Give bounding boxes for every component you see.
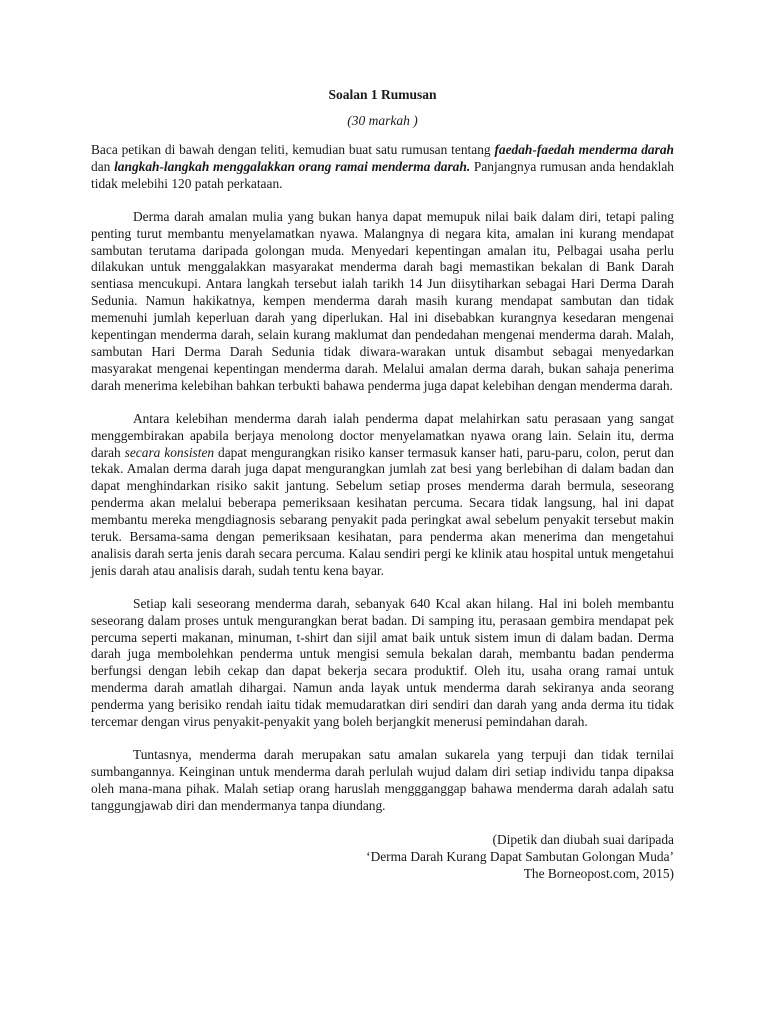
passage-paragraph-4: Tuntasnya, menderma darah merupakan satu amalan sukarela yang terpuji dan tidak ternilai sumbangannya. Keinginan untuk menderma darah perlulah wujud dalam diri setiap individu tanpa dipaksa oleh mana-mana pihak. Malah setiap orang haruslah menggganggap bahawa menderma darah adalah satu tanggungjawab diri dan mendermanya tanpa diundang. <box>91 747 674 813</box>
passage-paragraph-2 <box>91 411 674 580</box>
document-content <box>91 86 674 882</box>
paragraph-2-text-b: dapat mengurangkan risiko kanser termasuk kanser hati, paru-paru, colon, perut dan tekak. Amalan derma darah juga dapat mengurangkan jumlah zat besi yang berlebihan di dalam badan dan dapat menghindarkan risiko sakit jantung. Sebelum setiap proses menderma darah bermula, seseorang penderma akan melalui beberapa pemeriksaan kesihatan percuma. Secara tidak langsung, hal ini dapat membantu mereka mengdiagnosis sebarang penyakit pada peringkat awal sebelum penyakit tersebut makin teruk. Bersama-sama dengan pemeriksaan kesihatan, para penderma akan menerima dan mengetahui analisis darah serta jenis darah secara percuma. Kalau sendiri pergi ke klinik atau hospital untuk mengetahui jenis darah atau analisis darah, sudah tentu kena bayar. <box>91 444 674 578</box>
instruction-text-2: dan <box>91 158 115 174</box>
marks-label: (30 markah ) <box>347 113 418 128</box>
instruction-topic-2: langkah-langkah menggalakkan orang ramai menderma darah. <box>114 158 471 174</box>
instruction-text-1: Baca petikan di bawah dengan teliti, kemudian buat satu rumusan tentang <box>91 142 495 157</box>
source-line-2: ‘Derma Darah Kurang Dapat Sambutan Golongan Muda’ <box>366 848 674 864</box>
source-line-1: (Dipetik dan diubah suai daripada <box>492 831 674 847</box>
paragraph-2-text-a: Antara kelebihan menderma darah ialah penderma dapat melahirkan satu perasaan yang sangat menggembirakan apabila berjaya menolong doctor menyelamatkan nyawa orang lain. Selain itu, derma darah <box>91 410 674 460</box>
instruction-text-3: Panjangnya rumusan anda hendaklah tidak melebihi 120 patah perkataan. <box>91 158 674 191</box>
passage-paragraph-1: Derma darah amalan mulia yang bukan hanya dapat memupuk nilai baik dalam diri, tetapi paling penting turut membantu menyelamatkan nyawa. Malangnya di negara kita, amalan ini kurang mendapat sambutan terutama daripada golongan muda. Menyedari kepentingan amalan itu, Pelbagai usaha perlu dilakukan untuk menggalakkan masyarakat menderma darah bagi memastikan bekalan di Bank Darah sentiasa mencukupi. Antara langkah tersebut ialah tarikh 14 Jun diisytiharkan sebagai Hari Derma Darah Sedunia. Namun hakikatnya, kempen menderma darah masih kurang mendapat sambutan dan tidak memenuhi jumlah keperluan darah yang diperlukan. Hal ini disebabkan kurangnya kesedaran mengenai kepentingan menderma darah, selain kurang maklumat dan pendedahan mengenai menderma darah. Malah, sambutan Hari Derma Darah Sedunia tidak diwara-warakan untuk disambut sebagai menyedarkan masyarakat mengenai kepentingan menderma darah. Melalui amalan derma darah, bukan sahaja penerima darah menerima kelebihan bahkan terbukti bahawa penderma juga dapat kelebihan dengan menderma darah. <box>91 208 674 393</box>
source-line-3: The Borneopost.com, 2015) <box>523 865 674 881</box>
instruction-paragraph <box>91 142 674 193</box>
instruction-topic-1: faedah-faedah menderma darah <box>494 142 674 157</box>
passage-paragraph-3: Setiap kali seseorang menderma darah, sebanyak 640 Kcal akan hilang. Hal ini boleh membantu seseorang dalam proses untuk mengurangkan berat badan. Di samping itu, perasaan gembira mendapat pek percuma seperti makanan, minuman, t-shirt dan sijil amat baik untuk sistem imun di dalam badan. Derma darah juga membolehkan penderma untuk mengisi semula bekalan darah, membantu badan penderma berfungsi dengan lebih cekap dan dapat bekerja secara produktif. Oleh itu, usaha orang ramai untuk menderma darah amatlah dihargai. Namun anda layak untuk menderma darah sekiranya anda seorang penderma yang berisiko rendah iaitu tidak memudaratkan diri sendiri dan darah yang anda derma itu tidak tercemar dengan virus penyakit-penyakit yang boleh berjangkit menerusi pemindahan darah. <box>91 595 674 730</box>
question-title: Soalan 1 Rumusan <box>328 87 437 102</box>
paragraph-2-italic: secara konsisten <box>124 444 215 460</box>
source-citation <box>91 831 674 882</box>
